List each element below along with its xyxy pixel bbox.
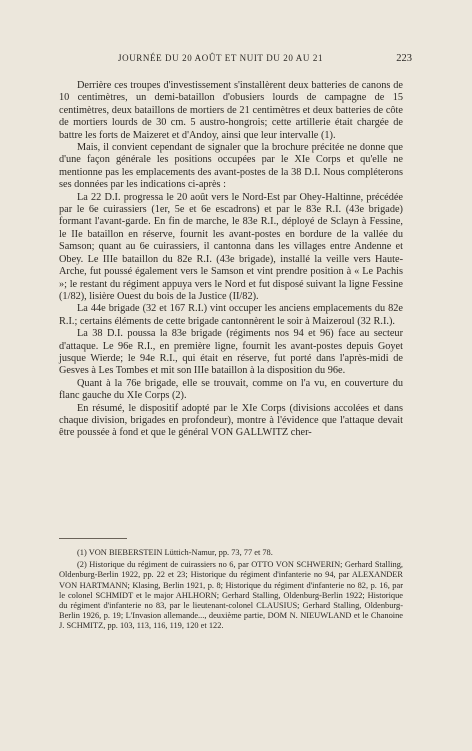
paragraph: Mais, il convient cependant de signaler que la brochure précitée ne donne que d'une façon générale les positions occupées par le XIe Corps et qu'elle ne mentionne pas les emplacements des avant-postes de la 38 D.I. Nous compléterons ses données par les indications ci-après : <box>59 142 403 191</box>
footnotes <box>59 548 403 634</box>
paragraph: La 22 D.I. progressa le 20 août vers le Nord-Est par Ohey-Haltinne, précédée par le 6e cuirassiers (1er, 5e et 6e escadrons) et par le 83e R.I. (43e brigade) formant l'avant-garde. En fin de marche, le 83e R.I., déployé de Sclayn à Fessine, le IIe bataillon en réserve, fournit les avant-postes en bordure de la vallée du Samson; quant au 6e cuirassiers, il cantonna dans les villages entre Andenne et Obey. Le IIIe bataillon du 82e R.I. (43e brigade), installé la veille vers Haute-Arche, fut poussé également vers le Samson et vint prendre position à « Le Pachis »; le restant du régiment appuya vers le Nord et fut disposé suivant la ligne Fessine (1/82), lisière Ouest du bois de la Justice (II/82). <box>59 191 403 302</box>
running-header <box>0 53 472 67</box>
footnote-separator <box>59 538 127 539</box>
paragraph: En résumé, le dispositif adopté par le XIe Corps (divisions accolées et dans chaque division, brigades en profondeur), montre à l'évidence que l'attaque devait être poussée à fond et que le général VON GALLWITZ cher- <box>59 402 403 439</box>
paragraph: La 38 D.I. poussa la 83e brigade (régiments nos 94 et 96) face au secteur d'attaque. Le 96e R.I., en première ligne, fournit les avant-postes depuis Goyet jusque Wierde; le 94e R.I., qui était en réserve, fut porté dans l'après-midi de Gesves à Les Tombes et mit son IIIe bataillon à la disposition du 96e. <box>59 328 403 377</box>
footnote: (2) Historique du régiment de cuirassiers no 6, par OTTO VON SCHWERIN; Gerhard Stalling, Oldenburg-Berlin 1922, pp. 22 et 23; Historique du régiment d'infanterie no 94, par ALEXANDER VON HARTMANN; Klasing, Berlin 1921, p. 8; Historique du régiment d'infanterie no 82, p. 16, par le colonel SCHMIDT et le major AHLHORN; Gerhard Stalling, Oldenburg-Berlin 1922; Historique du régiment d'infanterie no 83, par le lieutenant-colonel CLAUSIUS; Gerhard Stalling, Oldenburg-Berlin 1926, p. 19; L'Invasion allemande..., deuxième partie, DOM N. NIEUWLAND et le Chanoine J. SCHMITZ, pp. 103, 113, 116, 119, 120 et 122. <box>59 560 403 631</box>
running-title: JOURNÉE DU 20 AOÛT ET NUIT DU 20 AU 21 <box>118 53 324 63</box>
page-number: 223 <box>396 53 412 64</box>
paragraph: Quant à la 76e brigade, elle se trouvait, comme on l'a vu, en couverture du flanc gauche du XIe Corps (2). <box>59 377 403 402</box>
paragraph: Derrière ces troupes d'investissement s'installèrent deux batteries de canons de 10 centimètres, un demi-bataillon d'obusiers lourds de campagne de 15 centimètres, deux bataillons de mortiers de 21 centimètres et deux batteries de côte de mortiers lourds de 30 cm. 5 austro-hongrois; cette artillerie était chargée de battre les forts de Maizeret et d'Andoy, ainsi que leur intervalle (1). <box>59 80 403 141</box>
footnote: (1) VON BIEBERSTEIN Lüttich-Namur, pp. 73, 77 et 78. <box>77 548 273 557</box>
paragraph: La 44e brigade (32 et 167 R.I.) vint occuper les anciens emplacements du 82e R.I.; certains éléments de cette brigade cantonnèrent le soir à Maizeroul (32 R.I.). <box>59 303 403 327</box>
body-text <box>59 80 403 440</box>
